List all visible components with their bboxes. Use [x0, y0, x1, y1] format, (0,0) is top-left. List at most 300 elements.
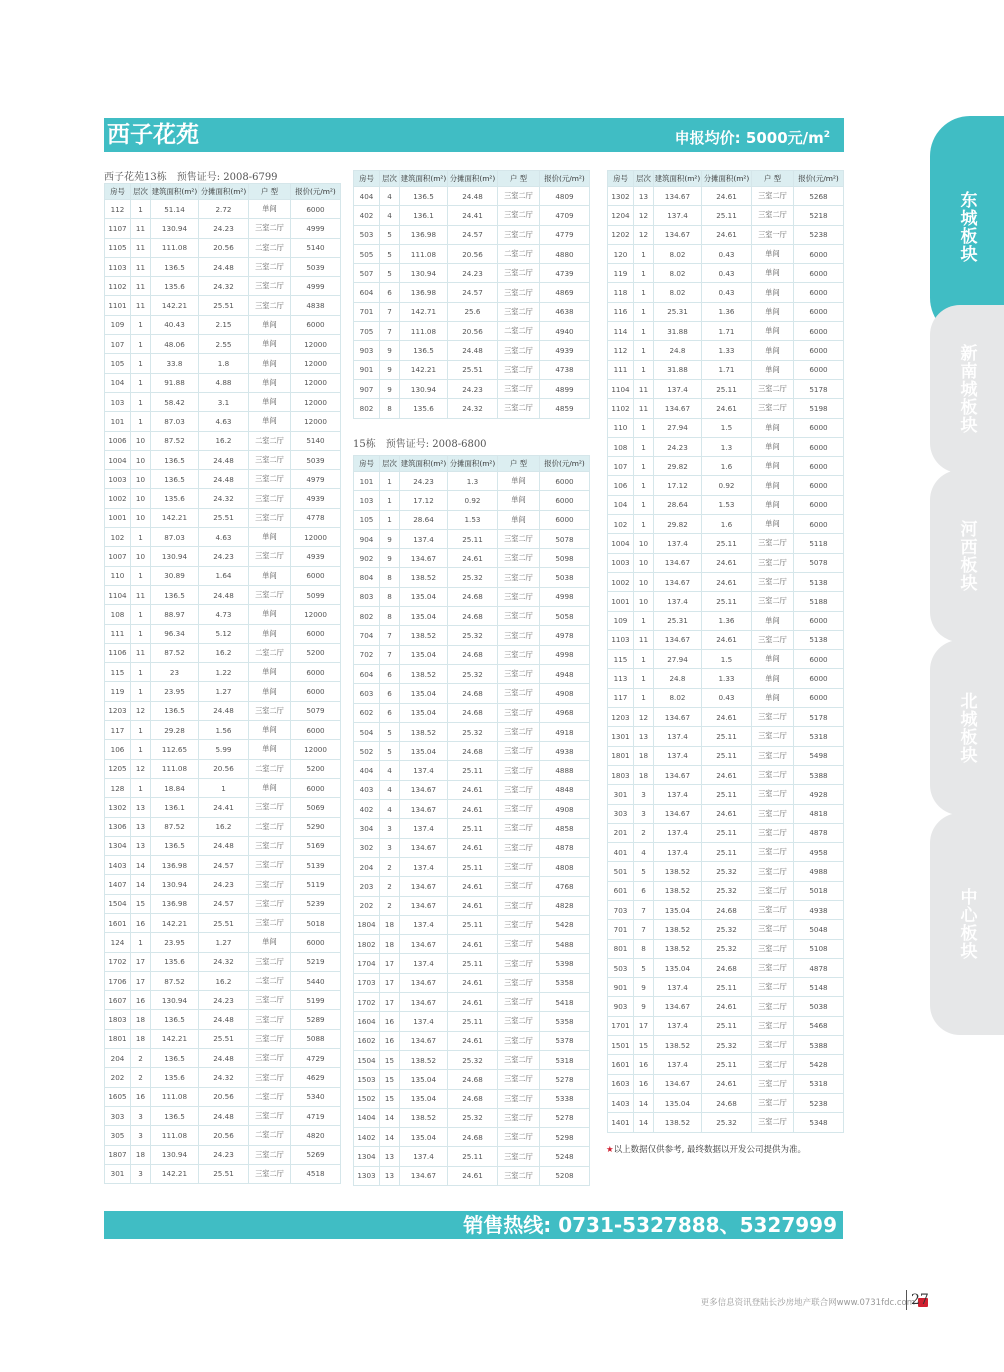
table-row — [608, 1016, 844, 1035]
cell-built-area: 111.08 — [151, 238, 199, 257]
cell-shared-area: 20.56 — [199, 1126, 249, 1145]
cell-floor: 10 — [131, 547, 151, 566]
cell-built-area: 24.8 — [654, 341, 702, 360]
cell-floor: 3 — [131, 1106, 151, 1125]
cell-unit-type: 三室二厅 — [498, 684, 540, 703]
table-row — [105, 836, 341, 855]
cell-floor: 9 — [634, 978, 654, 997]
cell-built-area: 130.94 — [151, 875, 199, 894]
cell-unit-type: 三室二厅 — [249, 701, 291, 720]
table-row — [354, 993, 590, 1012]
cell-room-no: 115 — [105, 663, 131, 682]
cell-floor: 6 — [380, 664, 400, 683]
table-row — [105, 335, 341, 354]
cell-price: 5488 — [540, 935, 590, 954]
cell-floor: 10 — [131, 431, 151, 450]
cell-shared-area: 24.61 — [448, 549, 498, 568]
cell-price: 5140 — [291, 238, 341, 257]
table-row — [608, 727, 844, 746]
table-row — [105, 759, 341, 778]
cell-built-area: 135.04 — [400, 587, 448, 606]
cell-unit-type: 三室二厅 — [752, 592, 794, 611]
cell-floor: 12 — [131, 701, 151, 720]
cell-unit-type: 二室二厅 — [498, 244, 540, 263]
cell-floor: 16 — [380, 1012, 400, 1031]
cell-room-no: 1703 — [354, 973, 380, 992]
cell-room-no: 1304 — [105, 836, 131, 855]
cell-room-no: 1803 — [608, 765, 634, 784]
cell-price: 5219 — [291, 952, 341, 971]
cell-floor: 1 — [131, 315, 151, 334]
cell-unit-type: 三室二厅 — [498, 587, 540, 606]
cell-floor: 17 — [380, 993, 400, 1012]
cell-price: 5200 — [291, 643, 341, 662]
cell-room-no: 1601 — [608, 1055, 634, 1074]
table-row — [105, 856, 341, 875]
cell-unit-type: 三室二厅 — [498, 973, 540, 992]
cell-price: 5268 — [794, 187, 844, 206]
cell-room-no: 1205 — [105, 759, 131, 778]
cell-floor: 1 — [131, 721, 151, 740]
table-row — [608, 688, 844, 707]
table-row — [354, 587, 590, 606]
cell-unit-type: 二室二厅 — [249, 431, 291, 450]
cell-shared-area: 0.92 — [448, 491, 498, 510]
table-row — [354, 1031, 590, 1050]
cell-built-area: 24.23 — [400, 472, 448, 491]
cell-built-area: 136.5 — [151, 585, 199, 604]
cell-built-area: 18.84 — [151, 778, 199, 797]
cell-shared-area: 25.11 — [702, 785, 752, 804]
cell-room-no: 1101 — [105, 296, 131, 315]
cell-floor: 6 — [380, 283, 400, 302]
cell-built-area: 134.67 — [654, 708, 702, 727]
table-row — [105, 991, 341, 1010]
cell-unit-type: 单间 — [752, 244, 794, 263]
cell-shared-area: 24.48 — [199, 1049, 249, 1068]
cell-shared-area: 25.11 — [702, 379, 752, 398]
cell-price: 5199 — [291, 991, 341, 1010]
cell-unit-type: 三室二厅 — [249, 489, 291, 508]
cell-price: 4999 — [291, 219, 341, 238]
cell-room-no: 105 — [105, 354, 131, 373]
cell-built-area: 58.42 — [151, 392, 199, 411]
cell-floor: 1 — [131, 412, 151, 431]
cell-price: 5078 — [540, 529, 590, 548]
cell-floor: 8 — [380, 587, 400, 606]
cell-unit-type: 三室二厅 — [752, 399, 794, 418]
cell-price: 4818 — [794, 804, 844, 823]
cell-shared-area: 24.48 — [199, 470, 249, 489]
cell-price: 4938 — [540, 742, 590, 761]
cell-built-area: 134.67 — [654, 1074, 702, 1093]
cell-floor: 18 — [131, 1010, 151, 1029]
cell-shared-area: 24.61 — [448, 780, 498, 799]
cell-built-area: 138.52 — [400, 1108, 448, 1127]
table-row — [608, 341, 844, 360]
cell-room-no: 403 — [354, 780, 380, 799]
column-header-price: 报价(元/m²) — [794, 171, 844, 187]
cell-unit-type: 三室二厅 — [249, 450, 291, 469]
cell-room-no: 1002 — [608, 572, 634, 591]
sales-hotline-text: 销售热线: 0731-5327888、5327999 — [463, 1213, 837, 1237]
cell-shared-area: 1.53 — [702, 495, 752, 514]
cell-shared-area: 25.32 — [448, 722, 498, 741]
cell-room-no: 1105 — [105, 238, 131, 257]
cell-shared-area: 24.61 — [448, 800, 498, 819]
cell-room-no: 202 — [105, 1068, 131, 1087]
cell-unit-type: 三室二厅 — [498, 360, 540, 379]
column-header-floor: 层次 — [634, 171, 654, 187]
cell-floor: 11 — [131, 219, 151, 238]
cell-shared-area: 24.68 — [702, 1093, 752, 1112]
cell-room-no: 902 — [354, 549, 380, 568]
cell-price: 5418 — [540, 993, 590, 1012]
cell-shared-area: 0.92 — [702, 476, 752, 495]
cell-shared-area: 25.32 — [448, 1108, 498, 1127]
cell-shared-area: 20.56 — [199, 1087, 249, 1106]
cell-built-area: 136.98 — [400, 225, 448, 244]
cell-shared-area: 25.11 — [448, 954, 498, 973]
table-row — [608, 264, 844, 283]
cell-shared-area: 1.56 — [199, 721, 249, 740]
cell-floor: 1 — [131, 740, 151, 759]
cell-price: 5108 — [794, 939, 844, 958]
table-row — [105, 798, 341, 817]
tab-beicheng[interactable] — [930, 640, 1004, 815]
cell-shared-area: 16.2 — [199, 817, 249, 836]
cell-room-no: 1001 — [608, 592, 634, 611]
cell-floor: 2 — [131, 1068, 151, 1087]
cell-floor: 5 — [380, 722, 400, 741]
cell-floor: 1 — [634, 669, 654, 688]
cell-built-area: 138.52 — [654, 1036, 702, 1055]
cell-floor: 3 — [380, 819, 400, 838]
cell-built-area: 136.5 — [400, 187, 448, 206]
cell-built-area: 96.34 — [151, 624, 199, 643]
cell-floor: 1 — [131, 335, 151, 354]
cell-built-area: 138.52 — [400, 722, 448, 741]
cell-room-no: 120 — [608, 244, 634, 263]
cell-shared-area: 24.68 — [448, 607, 498, 626]
cell-price: 4828 — [540, 896, 590, 915]
cell-price: 4629 — [291, 1068, 341, 1087]
cell-floor: 16 — [380, 1031, 400, 1050]
cell-unit-type: 三室二厅 — [752, 746, 794, 765]
cell-room-no: 1504 — [354, 1050, 380, 1069]
cell-built-area: 28.64 — [400, 510, 448, 529]
cell-built-area: 51.14 — [151, 200, 199, 219]
cell-shared-area: 24.61 — [702, 572, 752, 591]
cell-floor: 12 — [634, 708, 654, 727]
cell-shared-area: 24.61 — [702, 225, 752, 244]
cell-price: 4888 — [540, 761, 590, 780]
cell-built-area: 134.67 — [654, 997, 702, 1016]
cell-unit-type: 三室二厅 — [249, 836, 291, 855]
cell-room-no: 1102 — [105, 277, 131, 296]
cell-unit-type: 二室二厅 — [249, 971, 291, 990]
cell-unit-type: 三室二厅 — [752, 785, 794, 804]
cell-built-area: 88.97 — [151, 605, 199, 624]
cell-built-area: 130.94 — [400, 264, 448, 283]
table-row — [105, 219, 341, 238]
cell-room-no: 1701 — [608, 1016, 634, 1035]
cell-built-area: 137.4 — [654, 746, 702, 765]
cell-price: 5188 — [794, 592, 844, 611]
cell-room-no: 1103 — [608, 630, 634, 649]
cell-room-no: 1001 — [105, 508, 131, 527]
cell-shared-area: 4.73 — [199, 605, 249, 624]
cell-unit-type: 二室二厅 — [249, 238, 291, 257]
cell-room-no: 101 — [105, 412, 131, 431]
cell-room-no: 503 — [354, 225, 380, 244]
cell-room-no: 1203 — [608, 708, 634, 727]
cell-built-area: 87.52 — [151, 643, 199, 662]
table-row — [608, 997, 844, 1016]
cell-built-area: 137.4 — [654, 534, 702, 553]
table3-caption: 15栋 预售证号: 2008-6800 — [353, 439, 487, 450]
cell-room-no: 1104 — [608, 379, 634, 398]
cell-price: 6000 — [540, 510, 590, 529]
cell-price: 5290 — [291, 817, 341, 836]
cell-unit-type: 单间 — [498, 510, 540, 529]
table-row — [608, 630, 844, 649]
cell-unit-type: 单间 — [752, 302, 794, 321]
cell-price: 5388 — [794, 1036, 844, 1055]
cell-price: 5169 — [291, 836, 341, 855]
cell-room-no: 1502 — [354, 1089, 380, 1108]
cell-price: 4638 — [540, 302, 590, 321]
cell-price: 5088 — [291, 1029, 341, 1048]
column-header-price: 报价(元/m²) — [540, 171, 590, 187]
cell-room-no: 303 — [105, 1106, 131, 1125]
cell-built-area: 135.6 — [400, 399, 448, 418]
cell-room-no: 507 — [354, 264, 380, 283]
cell-room-no: 119 — [105, 682, 131, 701]
cell-built-area: 130.94 — [151, 991, 199, 1010]
cell-built-area: 137.4 — [400, 1147, 448, 1166]
tab-xinnancheng[interactable] — [930, 305, 1004, 473]
table-row — [608, 1113, 844, 1132]
table-row — [354, 1070, 590, 1089]
cell-room-no: 901 — [608, 978, 634, 997]
cell-built-area: 8.02 — [654, 283, 702, 302]
cell-shared-area: 24.61 — [448, 1031, 498, 1050]
cell-price: 4939 — [291, 489, 341, 508]
table-row — [354, 379, 590, 398]
cell-room-no: 108 — [608, 437, 634, 456]
cell-price: 5318 — [794, 1074, 844, 1093]
cell-built-area: 135.6 — [151, 489, 199, 508]
cell-floor: 2 — [380, 857, 400, 876]
cell-price: 4809 — [540, 187, 590, 206]
cell-unit-type: 三室二厅 — [498, 379, 540, 398]
cell-shared-area: 1.5 — [702, 418, 752, 437]
cell-unit-type: 单间 — [498, 472, 540, 491]
cell-room-no: 1603 — [608, 1074, 634, 1093]
table-header-row — [354, 171, 590, 187]
table-row — [105, 354, 341, 373]
cell-shared-area: 25.11 — [702, 727, 752, 746]
cell-unit-type: 三室二厅 — [498, 607, 540, 626]
cell-built-area: 27.94 — [654, 650, 702, 669]
cell-floor: 15 — [380, 1089, 400, 1108]
cell-floor: 1 — [634, 418, 654, 437]
tab-label: 北城板块 — [956, 691, 977, 764]
table-header-row — [354, 456, 590, 472]
cell-unit-type: 三室二厅 — [498, 341, 540, 360]
table-row — [105, 412, 341, 431]
cell-floor: 1 — [131, 528, 151, 547]
cell-built-area: 135.04 — [400, 703, 448, 722]
cell-shared-area: 4.63 — [199, 528, 249, 547]
cell-price: 6000 — [291, 315, 341, 334]
cell-price: 6000 — [291, 933, 341, 952]
cell-built-area: 134.67 — [400, 780, 448, 799]
cell-built-area: 137.4 — [654, 823, 702, 842]
tab-hexi[interactable] — [930, 470, 1004, 642]
cell-shared-area: 25.32 — [448, 1050, 498, 1069]
table-row — [354, 225, 590, 244]
cell-room-no: 1007 — [105, 547, 131, 566]
cell-built-area: 134.67 — [654, 553, 702, 572]
cell-price: 4820 — [291, 1126, 341, 1145]
cell-price: 6000 — [794, 688, 844, 707]
cell-room-no: 903 — [354, 341, 380, 360]
cell-built-area: 135.6 — [151, 1068, 199, 1087]
cell-price: 12000 — [291, 335, 341, 354]
table-row — [354, 742, 590, 761]
cell-floor: 14 — [380, 1108, 400, 1127]
cell-room-no: 1704 — [354, 954, 380, 973]
cell-room-no: 704 — [354, 626, 380, 645]
cell-floor: 7 — [380, 302, 400, 321]
footer-text[interactable]: 更多信息资讯登陆长沙房地产联合网www.0731fdc.com — [700, 1298, 915, 1308]
cell-shared-area: 25.32 — [448, 568, 498, 587]
cell-shared-area: 25.32 — [702, 881, 752, 900]
cell-floor: 8 — [380, 568, 400, 587]
cell-unit-type: 三室二厅 — [249, 508, 291, 527]
cell-shared-area: 25.32 — [702, 920, 752, 939]
cell-built-area: 87.52 — [151, 817, 199, 836]
cell-price: 4988 — [794, 862, 844, 881]
table-row — [608, 611, 844, 630]
cell-floor: 10 — [131, 450, 151, 469]
cell-floor: 4 — [380, 187, 400, 206]
cell-price: 5198 — [794, 399, 844, 418]
table-row — [105, 585, 341, 604]
table-row — [354, 800, 590, 819]
cell-floor: 13 — [634, 727, 654, 746]
cell-built-area: 112.65 — [151, 740, 199, 759]
cell-built-area: 30.89 — [151, 566, 199, 585]
cell-built-area: 137.4 — [654, 843, 702, 862]
cell-built-area: 111.08 — [151, 1126, 199, 1145]
cell-room-no: 115 — [608, 650, 634, 669]
cell-floor: 9 — [380, 341, 400, 360]
disclaimer-text: 以上数据仅供参考, 最终数据以开发公司提供为准。 — [613, 1145, 807, 1155]
table-row — [105, 373, 341, 392]
average-price — [675, 118, 830, 155]
cell-price: 4999 — [291, 277, 341, 296]
table-row — [354, 684, 590, 703]
cell-price: 5269 — [291, 1145, 341, 1164]
cell-price: 6000 — [291, 200, 341, 219]
cell-room-no: 113 — [608, 669, 634, 688]
table-row — [608, 360, 844, 379]
cell-floor: 10 — [131, 470, 151, 489]
cell-floor: 18 — [634, 765, 654, 784]
cell-room-no: 111 — [105, 624, 131, 643]
cell-shared-area: 25.11 — [702, 823, 752, 842]
cell-built-area: 40.43 — [151, 315, 199, 334]
cell-price: 6000 — [794, 437, 844, 456]
cell-price: 4948 — [540, 664, 590, 683]
cell-floor: 16 — [634, 1074, 654, 1093]
cell-room-no: 1802 — [354, 935, 380, 954]
cell-unit-type: 三室二厅 — [752, 534, 794, 553]
cell-unit-type: 三室二厅 — [498, 1147, 540, 1166]
cell-unit-type: 单间 — [752, 457, 794, 476]
cell-built-area: 142.21 — [400, 360, 448, 379]
cell-price: 5178 — [794, 379, 844, 398]
cell-unit-type: 三室二厅 — [498, 1128, 540, 1147]
cell-built-area: 87.03 — [151, 412, 199, 431]
column-header-floor: 层次 — [380, 456, 400, 472]
cell-unit-type: 三室二厅 — [498, 954, 540, 973]
table-row — [608, 399, 844, 418]
cell-price: 5138 — [794, 572, 844, 591]
cell-unit-type: 三室二厅 — [752, 1074, 794, 1093]
cell-built-area: 142.21 — [151, 1029, 199, 1048]
average-price-unit-sup: 2 — [823, 130, 830, 140]
cell-price: 12000 — [291, 354, 341, 373]
cell-price: 6000 — [794, 418, 844, 437]
cell-room-no: 503 — [608, 958, 634, 977]
table-row — [608, 920, 844, 939]
table-row — [608, 843, 844, 862]
cell-shared-area: 25.11 — [702, 746, 752, 765]
price-table-building13 — [104, 183, 341, 1184]
cell-price: 5038 — [794, 997, 844, 1016]
table-row — [608, 669, 844, 688]
cell-shared-area: 24.61 — [702, 765, 752, 784]
cell-floor: 11 — [634, 399, 654, 418]
tab-zhongxin[interactable] — [930, 813, 1004, 1035]
cell-room-no: 1401 — [608, 1113, 634, 1132]
cell-unit-type: 单间 — [249, 605, 291, 624]
cell-price: 4878 — [794, 823, 844, 842]
column-header-unit-type: 户 型 — [249, 184, 291, 200]
table-row — [354, 360, 590, 379]
cell-floor: 2 — [380, 877, 400, 896]
cell-room-no: 101 — [354, 472, 380, 491]
page-number: 27 — [906, 1290, 929, 1310]
table-row — [608, 225, 844, 244]
cell-built-area: 134.67 — [400, 935, 448, 954]
table-row — [105, 817, 341, 836]
cell-shared-area: 25.32 — [448, 626, 498, 645]
cell-room-no: 1204 — [608, 206, 634, 225]
cell-price: 4938 — [794, 900, 844, 919]
cell-price: 6000 — [794, 322, 844, 341]
cell-built-area: 111.08 — [151, 759, 199, 778]
table-row — [354, 703, 590, 722]
cell-shared-area: 3.1 — [199, 392, 249, 411]
cell-room-no: 202 — [354, 896, 380, 915]
cell-unit-type: 单间 — [249, 778, 291, 797]
cell-shared-area: 24.23 — [199, 219, 249, 238]
